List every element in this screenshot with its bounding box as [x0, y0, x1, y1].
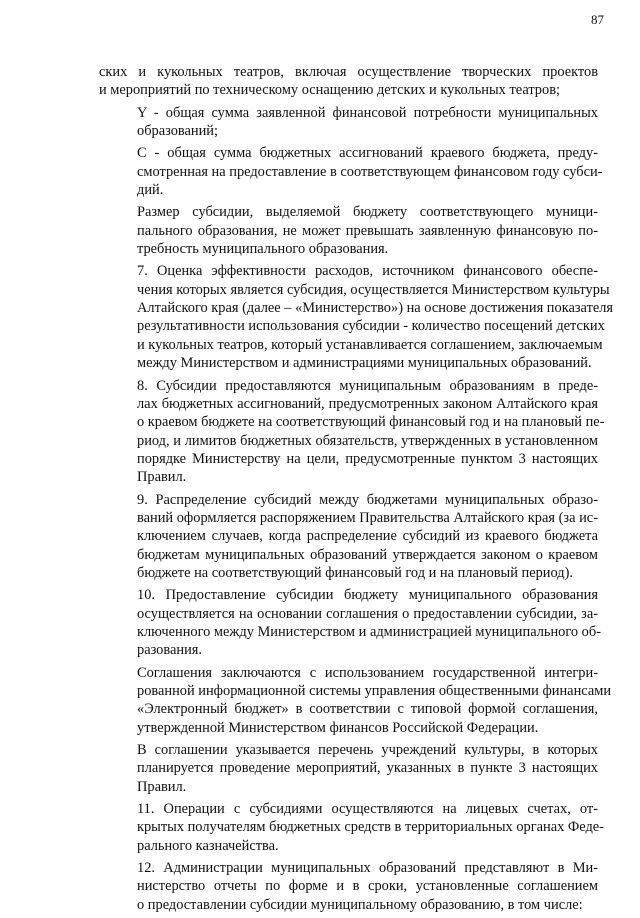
document-body	[99, 63, 614, 918]
text-line: рованной информационной системы управления общественными финансами	[137, 683, 612, 699]
paragraph	[99, 63, 598, 100]
paragraph	[99, 800, 604, 855]
text-line: 10. Предоставление субсидии бюджету муниципального образования	[137, 587, 598, 604]
text-line: 11. Операции с субсидиями осуществляются на лицевых счетах, от-	[137, 801, 598, 818]
text-line: о краевом бюджете на соответствующий финансовый год и на плановый пе-	[137, 414, 605, 431]
paragraph	[99, 377, 605, 487]
text-line: ключением случаев, когда распределение субсидий из краевого бюджета	[137, 528, 598, 545]
text-line: Y - общая сумма заявленной финансовой потребности муниципальных	[137, 104, 598, 121]
text-line: лах бюджетных ассигнований, предусмотренных законом Алтайского края	[137, 395, 598, 412]
paragraph	[99, 144, 603, 199]
text-line: 8. Субсидии предоставляются муниципальным образованиям в преде-	[137, 377, 598, 394]
text-line: ских и кукольных театров, включая осуществление творческих проектов	[99, 64, 598, 80]
text-line: рального казначейства.	[137, 837, 279, 854]
text-line: между Министерством и администрациями муниципальных образований.	[137, 355, 592, 372]
text-line: дий.	[137, 182, 164, 199]
text-line: пального образования, не может превышать заявленную финансовую по-	[137, 222, 598, 239]
text-line: В соглашении указывается перечень учреждений культуры, в которых	[137, 742, 598, 759]
paragraph	[99, 104, 598, 141]
text-line: Размер субсидии, выделяемой бюджету соответствующего муници-	[137, 204, 598, 221]
text-line: Алтайского края (далее – «Министерство») на основе достижения показателя	[137, 300, 614, 317]
text-line: Соглашения заключаются с использованием государственной интегри-	[137, 664, 598, 681]
text-line: С - общая сумма бюджетных ассигнований краевого бюджета, преду-	[137, 145, 598, 162]
page-number: 87	[591, 12, 604, 27]
text-line: и кукольных театров, который устанавливается соглашением, заключаемым	[137, 336, 603, 353]
text-line: риод, и лимитов бюджетных обязательств, утвержденных в установленном	[137, 432, 598, 449]
text-line: о предоставлении субсидии муниципальному образованию, в том числе:	[137, 896, 583, 913]
paragraph	[99, 741, 598, 796]
paragraph	[99, 586, 601, 659]
text-line: бюджетам муниципальных образований утверждается законом о краевом	[137, 546, 598, 563]
text-line: 12. Администрации муниципальных образований представляют в Ми-	[137, 860, 598, 877]
paragraph	[99, 664, 612, 737]
text-line: нистерство отчеты по форме и в сроки, установленные соглашением	[137, 878, 598, 895]
text-line: результативности использования субсидии - количество посещений детских	[137, 318, 605, 335]
text-line: разования.	[137, 642, 202, 659]
text-line: крытых получателям бюджетных средств в территориальных органах Феде-	[137, 819, 604, 836]
text-line: утвержденной Министерством финансов Российской Федерации.	[137, 719, 539, 736]
text-line: и мероприятий по техническому оснащению детских и кукольных театров;	[99, 82, 560, 99]
text-line: Правил.	[137, 778, 187, 795]
text-line: бюджете на соответствующий финансовый год и на плановый период).	[137, 564, 574, 581]
paragraph	[99, 859, 598, 914]
text-line: требность муниципального образования.	[137, 241, 389, 258]
text-line: Правил.	[137, 469, 187, 486]
text-line: образований;	[137, 123, 218, 140]
text-line: 7. Оценка эффективности расходов, источником финансового обеспе-	[137, 263, 598, 280]
paragraph	[99, 262, 614, 372]
paragraph	[99, 491, 598, 583]
text-line: ключенного между Министерством и администрацией муниципального об-	[137, 623, 601, 640]
text-line: порядке Министерству на цели, предусмотренные пунктом 3 настоящих	[137, 450, 598, 467]
text-line: 9. Распределение субсидий между бюджетами муниципальных образо-	[137, 491, 598, 508]
text-line: чения которых является субсидия, осуществляется Министерством культуры	[137, 281, 610, 298]
text-line: смотренная на предоставление в соответствующем финансовом году субси-	[137, 163, 603, 180]
text-line: «Электронный бюджет» в соответствии с типовой формой соглашения,	[137, 701, 598, 718]
text-line: осуществляется на основании соглашения о предоставлении субсидии, за-	[137, 605, 598, 622]
paragraph	[99, 203, 598, 258]
text-line: планируется проведение мероприятий, указанных в пункте 3 настоящих	[137, 760, 598, 777]
text-line: ваний оформляется распоряжением Правительства Алтайского края (за ис-	[137, 509, 598, 526]
